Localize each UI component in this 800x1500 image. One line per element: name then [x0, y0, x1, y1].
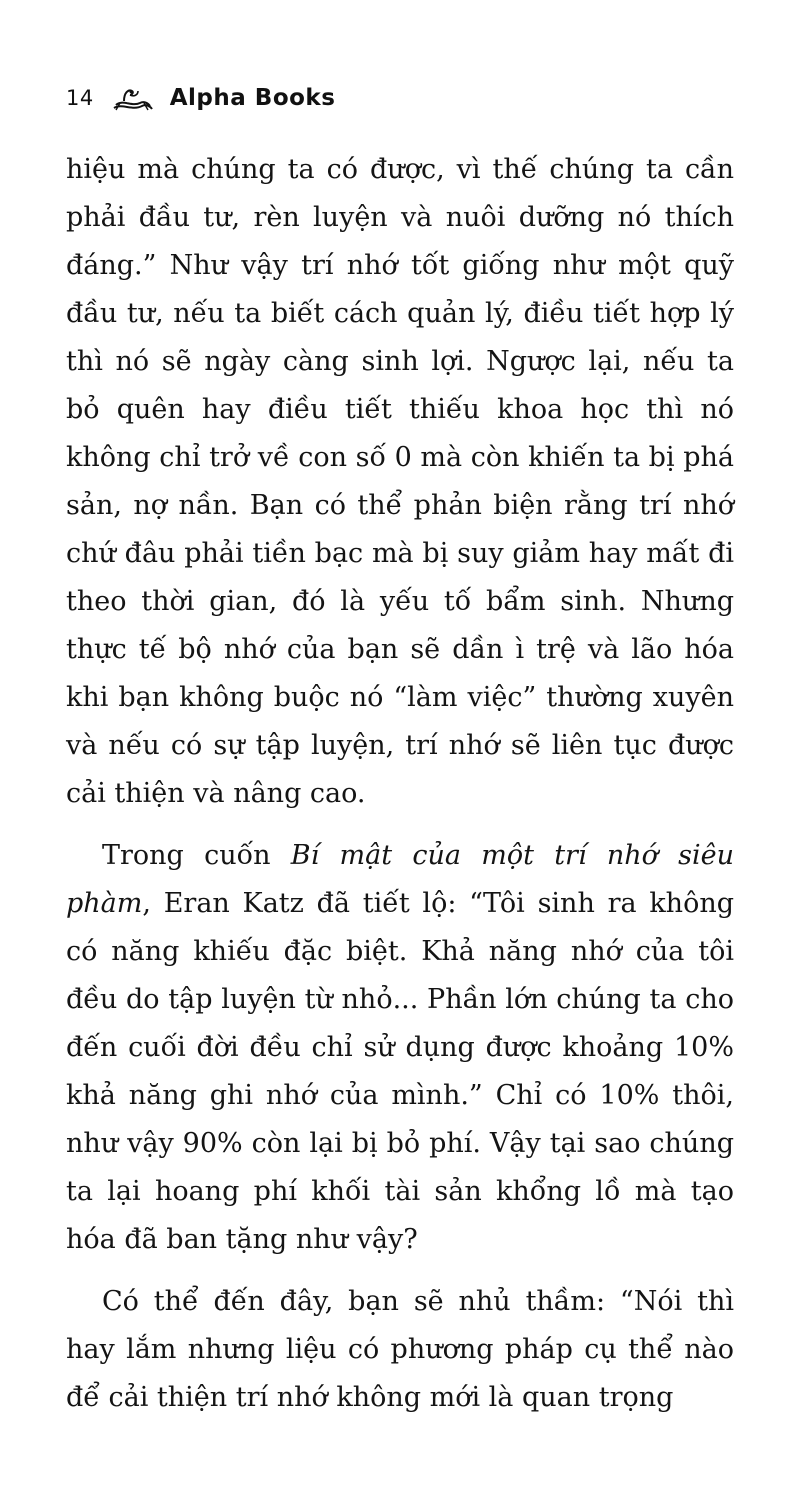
paragraph-2 — [66, 832, 734, 1264]
brand-name: Alpha Books — [169, 85, 336, 111]
page-body — [66, 146, 734, 1422]
page-header — [66, 78, 335, 118]
paragraph-2-rest: , Eran Katz đã tiết lộ: “Tôi sinh ra không có năng khiếu đặc biệt. Khả năng nhớ của tôi đều do tập luyện từ nhỏ... Phần lớn chúng ta cho đến cuối đời đều chỉ sử dụng được khoảng 10% khả năng ghi nhớ của mình.” Chỉ có 10% thôi, như vậy 90% còn lại bị bỏ phí. Vậy tại sao chúng ta lại hoang phí khối tài sản khổng lồ mà tạo hóa đã ban tặng như vậy? — [66, 888, 734, 1255]
book-title: Bí mật của một trí nhớ siêu phàm — [66, 840, 734, 919]
scroll-book-icon — [110, 83, 154, 113]
paragraph-1: hiệu mà chúng ta có được, vì thế chúng ta cần phải đầu tư, rèn luyện và nuôi dưỡng nó thích đáng.” Như vậy trí nhớ tốt giống như một quỹ đầu tư, nếu ta biết cách quản lý, điều tiết hợp lý thì nó sẽ ngày càng sinh lợi. Ngược lại, nếu ta bỏ quên hay điều tiết thiếu khoa học thì nó không chỉ trở về con số 0 mà còn khiến ta bị phá sản, nợ nần. Bạn có thể phản biện rằng trí nhớ chứ đâu phải tiền bạc mà bị suy giảm hay mất đi theo thời gian, đó là yếu tố bẩm sinh. Nhưng thực tế bộ nhớ của bạn sẽ dần ì trệ và lão hóa khi bạn không buộc nó “làm việc” thường xuyên và nếu có sự tập luyện, trí nhớ sẽ liên tục được cải thiện và nâng cao. — [66, 154, 734, 809]
page-number: 14 — [66, 86, 94, 110]
paragraph-3: Có thể đến đây, bạn sẽ nhủ thầm: “Nói thì hay lắm nhưng liệu có phương pháp cụ thể nào để cải thiện trí nhớ không mới là quan trọng — [66, 1286, 734, 1413]
paragraph-2-intro: Trong cuốn — [102, 840, 291, 871]
